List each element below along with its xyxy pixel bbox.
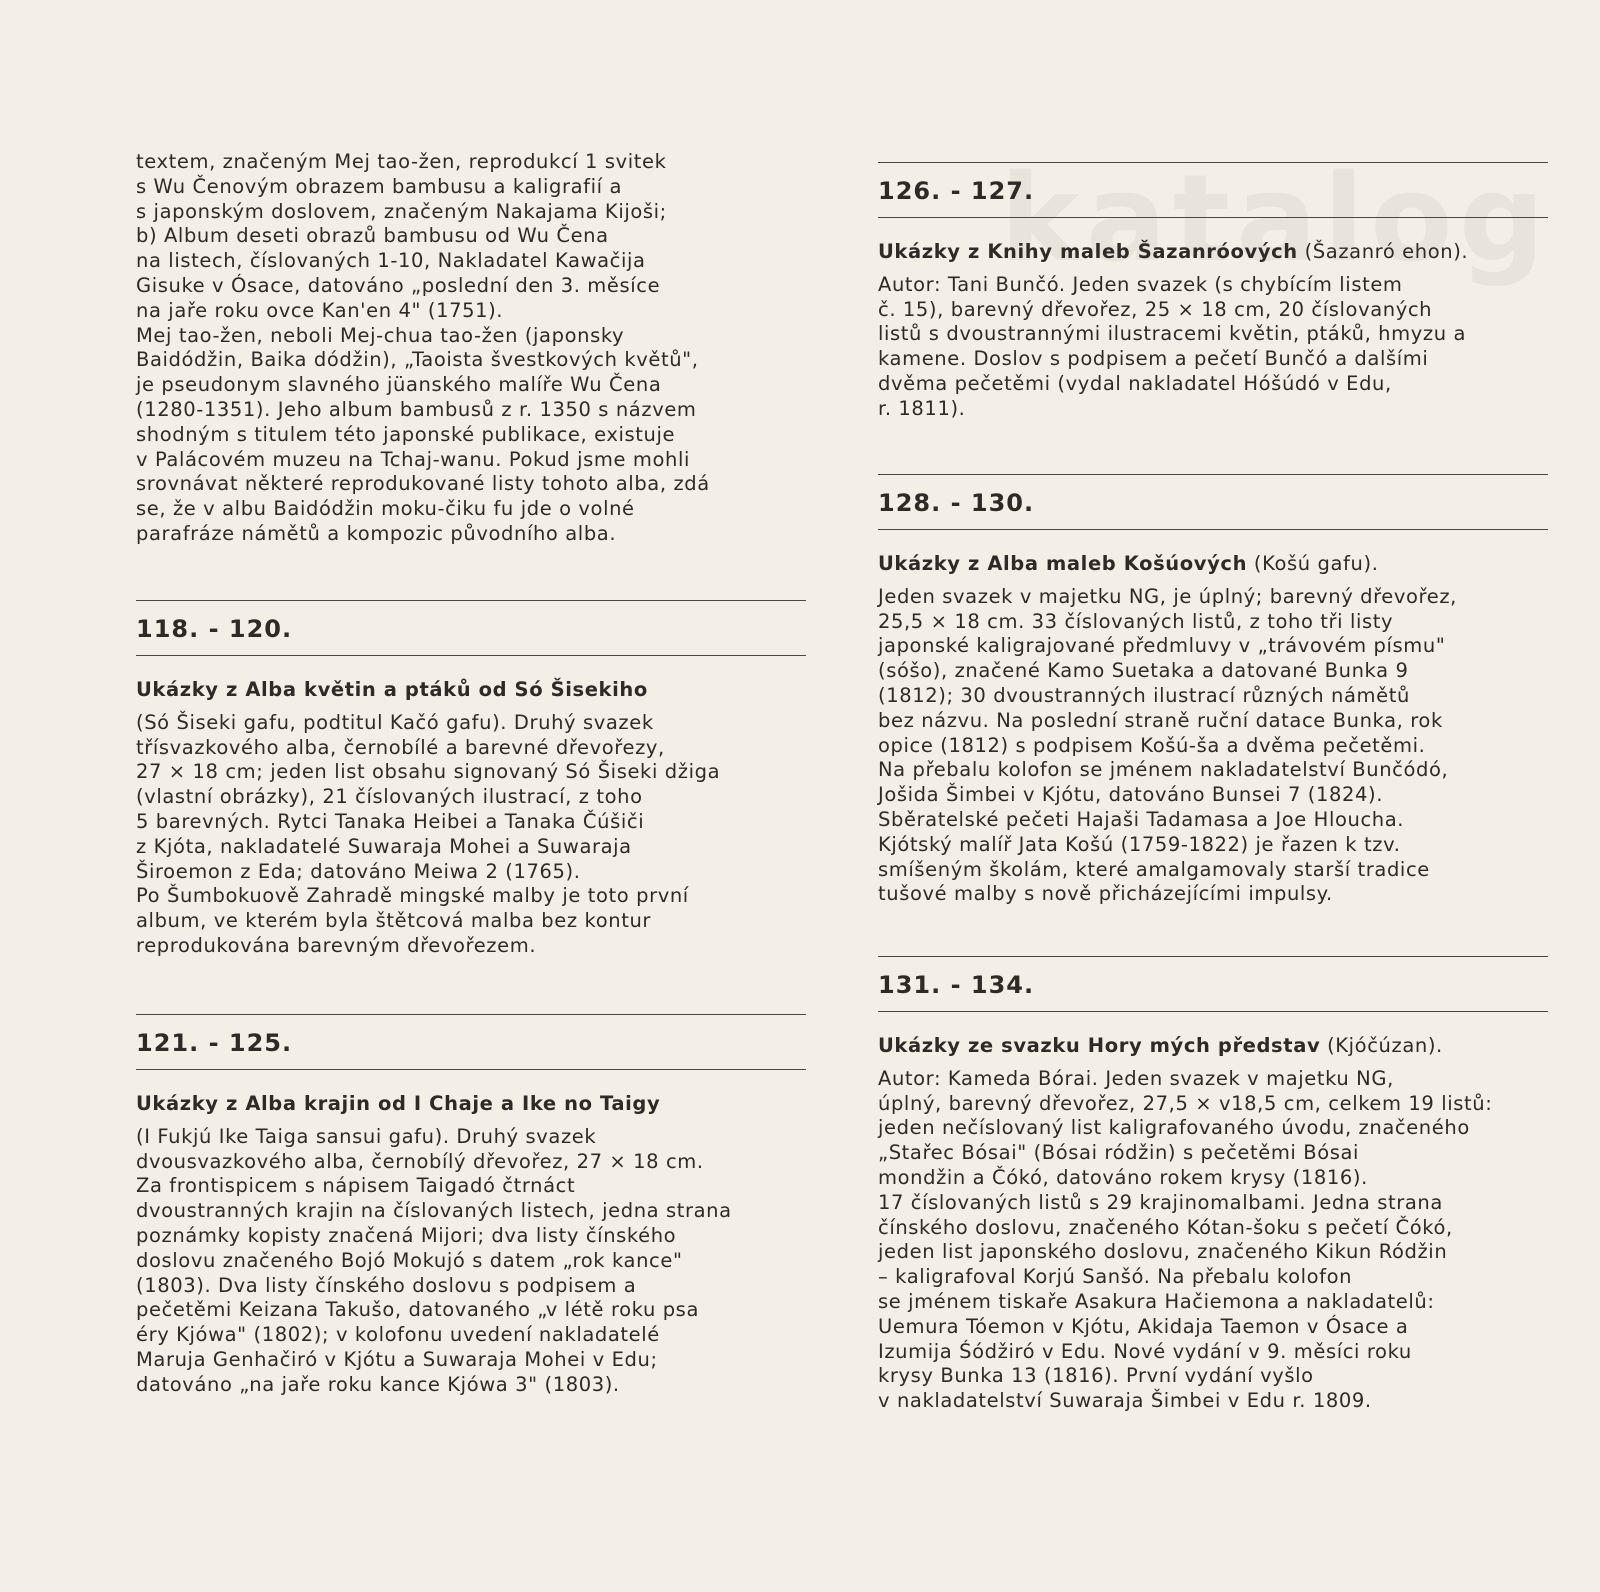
text-line: jeden nečíslovaný list kaligrafovaného úvodu, značeného <box>878 1116 1470 1140</box>
intro-paragraph <box>136 150 806 547</box>
text-line: čínského doslovu, značeného Kótan-šoku s pečetí Čókó, <box>878 1215 1453 1239</box>
entry-title <box>878 240 1548 265</box>
text-line: Gisuke v Ósace, datováno „poslední den 3. měsíce <box>136 273 661 297</box>
text-line: srovnávat některé reprodukované listy tohoto alba, zdá <box>136 472 710 496</box>
entry-rule-top <box>136 1014 806 1015</box>
text-line: mondžin a Čókó, datováno rokem krysy (1816). <box>878 1165 1368 1189</box>
text-line: Maruja Genhačiró v Kjótu a Suwaraja Mohei v Edu; <box>136 1347 658 1371</box>
text-line: s japonským doslovem, značeným Nakajama Kijoši; <box>136 199 667 223</box>
text-line: 5 barevných. Rytci Tanaka Heibei a Tanaka Čúšiči <box>136 809 645 833</box>
entry-title-bold: Ukázky z Alba krajin od I Chaje a Ike no Taigy <box>136 1092 661 1115</box>
catalog-entry-121-125 <box>136 1014 806 1398</box>
entry-title <box>878 552 1548 577</box>
entry-title-bold: Ukázky z Alba maleb Košúových <box>878 552 1248 575</box>
text-line: (Só Šiseki gafu, podtitul Kačó gafu). Druhý svazek <box>136 710 654 734</box>
text-line: Kjótský malíř Jata Košú (1759-1822) je řazen k tzv. <box>878 832 1401 856</box>
text-line: z Kjóta, nakladatelé Suwaraja Mohei a Suwaraja <box>136 834 632 858</box>
entry-number: 131. - 134. <box>878 971 1035 999</box>
text-line: Jošida Šimbei v Kjótu, datováno Bunsei 7 (1824). <box>878 783 1384 807</box>
text-line: tušové malby s nově přicházejícími impulsy. <box>878 882 1333 906</box>
text-line: éry Kjówa" (1802); v kolofonu uvedení nakladatelé <box>136 1323 660 1347</box>
entry-title-rest: (Košú gafu). <box>1247 552 1379 575</box>
entry-body <box>878 585 1548 907</box>
text-line: (1812); 30 dvoustranných ilustrací různých námětů <box>878 683 1410 707</box>
text-line: na listech, číslovaných 1-10, Nakladatel Kawačija <box>136 249 646 273</box>
entry-title <box>136 1092 806 1117</box>
text-line: Na přebalu kolofon se jménem nakladatelství Bunčódó, <box>878 758 1449 782</box>
text-line: listů s dvoustrannými ilustracemi květin, ptáků, hmyzu a <box>878 322 1467 346</box>
text-line: s Wu Čenovým obrazem bambusu a kaligrafií a <box>136 174 623 198</box>
text-line: shodným s titulem této japonské publikace, existuje <box>136 422 676 446</box>
entry-title-rest: (Šazanró ehon). <box>1297 240 1469 263</box>
entry-number: 126. - 127. <box>878 177 1035 205</box>
text-line: v Palácovém muzeu na Tchaj-wanu. Pokud jsme mohli <box>136 447 690 471</box>
text-line: „Stařec Bósai" (Bósai ródžin) s pečetěmi Bósai <box>878 1141 1360 1165</box>
text-line: 25,5 ⨯ 18 cm. 33 číslovaných listů, z toho tři listy <box>878 609 1394 633</box>
entry-title-bold: Ukázky ze svazku Hory mých představ <box>878 1034 1321 1057</box>
text-line: Uemura Tóemon v Kjótu, Akidaja Taemon v Ósace a <box>878 1314 1409 1338</box>
text-line: parafráze námětů a kompozic původního alba. <box>136 521 617 545</box>
text-line: Autor: Kameda Bórai. Jeden svazek v majetku NG, <box>878 1066 1394 1090</box>
left-column <box>136 150 806 1396</box>
entry-rule-top <box>878 162 1548 163</box>
text-line: Široemon z Eda; datováno Meiwa 2 (1765). <box>136 859 581 883</box>
text-line: č. 15), barevný dřevořez, 25 ⨯ 18 cm, 20 číslovaných <box>878 297 1433 321</box>
entry-title-rest: (Kjóčúzan). <box>1320 1034 1443 1057</box>
entry-number: 128. - 130. <box>878 489 1035 517</box>
text-line: (1803). Dva listy čínského doslovu s podpisem a <box>136 1273 637 1297</box>
text-line: Jeden svazek v majetku NG, je úplný; barevný dřevořez, <box>878 584 1457 608</box>
text-line: doslovu značeného Bojó Mokujó s datem „rok kance" <box>136 1248 683 1272</box>
text-line: reprodukována barevným dřevořezem. <box>136 933 537 957</box>
text-line: smíšeným školám, které amalgamovaly starší tradice <box>878 857 1430 881</box>
entry-body <box>136 711 806 959</box>
entry-title <box>136 678 806 703</box>
text-line: b) Album deseti obrazů bambusu od Wu Čena <box>136 224 609 248</box>
text-line: (I Fukjú Ike Taiga sansui gafu). Druhý svazek <box>136 1124 597 1148</box>
text-line: japonské kaligrajované předmluvy v „trávovém písmu" <box>878 634 1446 658</box>
text-line: Po Šumbokuově Zahradě mingské malby je toto první <box>136 884 689 908</box>
entry-body <box>878 273 1548 422</box>
catalog-entry-118-120 <box>136 600 806 959</box>
text-line: úplný, barevný dřevořez, 27,5 ⨯ v18,5 cm, celkem 19 listů: <box>878 1091 1493 1115</box>
entry-body <box>878 1067 1548 1414</box>
text-line: v nakladatelství Suwaraja Šimbei v Edu r. 1809. <box>878 1389 1372 1413</box>
text-line: album, ve kterém byla štětcová malba bez kontur <box>136 909 652 933</box>
text-line: dvoustranných krajin na číslovaných listech, jedna strana <box>136 1199 732 1223</box>
text-line: Za frontispicem s nápisem Taigadó čtrnáct <box>136 1174 576 1198</box>
text-line: r. 1811). <box>878 396 966 420</box>
text-line: pečetěmi Keizana Takušo, datovaného „v létě roku psa <box>136 1298 699 1322</box>
text-line: se, že v albu Baidódžin moku-čiku fu jde o volné <box>136 497 635 521</box>
text-line: krysy Bunka 13 (1816). První vydání vyšlo <box>878 1364 1314 1388</box>
text-line: kamene. Doslov s podpisem a pečetí Bunčó a dalšími <box>878 347 1429 371</box>
text-line: (1280-1351). Jeho album bambusů z r. 1350 s názvem <box>136 397 697 421</box>
entry-rule-top <box>136 600 806 601</box>
catalog-entry-128-130 <box>878 474 1548 907</box>
entry-number: 121. - 125. <box>136 1029 293 1057</box>
text-line: 27 ⨯ 18 cm; jeden list obsahu signovaný Só Šiseki džiga <box>136 760 721 784</box>
text-line: (sóšo), značené Kamo Suetaka a datované Bunka 9 <box>878 659 1409 683</box>
text-line: poznámky kopisty značená Mijori; dva listy čínského <box>136 1223 677 1247</box>
text-line: na jaře roku ovce Kan'en 4" (1751). <box>136 298 504 322</box>
catalog-entry-131-134 <box>878 956 1548 1414</box>
text-line: Sběratelské pečeti Hajaši Tadamasa a Joe Hloucha. <box>878 807 1405 831</box>
text-line: opice (1812) s podpisem Košú-ša a dvěma pečetěmi. <box>878 733 1426 757</box>
text-line: Izumija Śódžiró v Edu. Nové vydání v 9. měsíci roku <box>878 1339 1412 1363</box>
text-line: 17 číslovaných listů s 29 krajinomalbami. Jedna strana <box>878 1190 1443 1214</box>
entry-number: 118. - 120. <box>136 615 293 643</box>
text-line: se jménem tiskaře Asakura Hačiemona a nakladatelů: <box>878 1289 1435 1313</box>
text-line: jeden list japonského doslovu, značeného Kikun Ródžin <box>878 1240 1448 1264</box>
text-line: (vlastní obrázky), 21 číslovaných ilustrací, z toho <box>136 785 643 809</box>
text-line: dvěma pečetěmi (vydal nakladatel Hóšúdó v Edu, <box>878 371 1392 395</box>
entry-rule-top <box>878 956 1548 957</box>
text-line: Mej tao-žen, neboli Mej-chua tao-žen (japonsky <box>136 323 625 347</box>
text-line: bez názvu. Na poslední straně ruční datace Bunka, rok <box>878 708 1443 732</box>
entry-title-bold: Ukázky z Knihy maleb Šazanróových <box>878 240 1298 263</box>
text-line: – kaligrafoval Korjú Sanšó. Na přebalu kolofon <box>878 1265 1353 1289</box>
text-line: textem, značeným Mej tao-žen, reprodukcí 1 svitek <box>136 150 667 173</box>
entry-title <box>878 1034 1548 1059</box>
text-line: je pseudonym slavného jüanského malíře Wu Čena <box>136 373 662 397</box>
entry-title-bold: Ukázky z Alba květin a ptáků od Só Šisekiho <box>136 678 648 701</box>
entry-body <box>136 1125 806 1398</box>
entry-rule-top <box>878 474 1548 475</box>
text-line: dvousvazkového alba, černobílý dřevořez, 27 ⨯ 18 cm. <box>136 1149 704 1173</box>
text-line: Baidódžin, Baika dódžin), „Taoista švestkových květů", <box>136 348 699 372</box>
text-line: Autor: Tani Bunčó. Jeden svazek (s chybícím listem <box>878 272 1403 296</box>
catalog-entry-126-127 <box>878 162 1548 422</box>
text-line: třísvazkového alba, černobílé a barevné dřevořezy, <box>136 735 665 759</box>
text-line: datováno „na jaře roku kance Kjówa 3" (1803). <box>136 1372 620 1396</box>
